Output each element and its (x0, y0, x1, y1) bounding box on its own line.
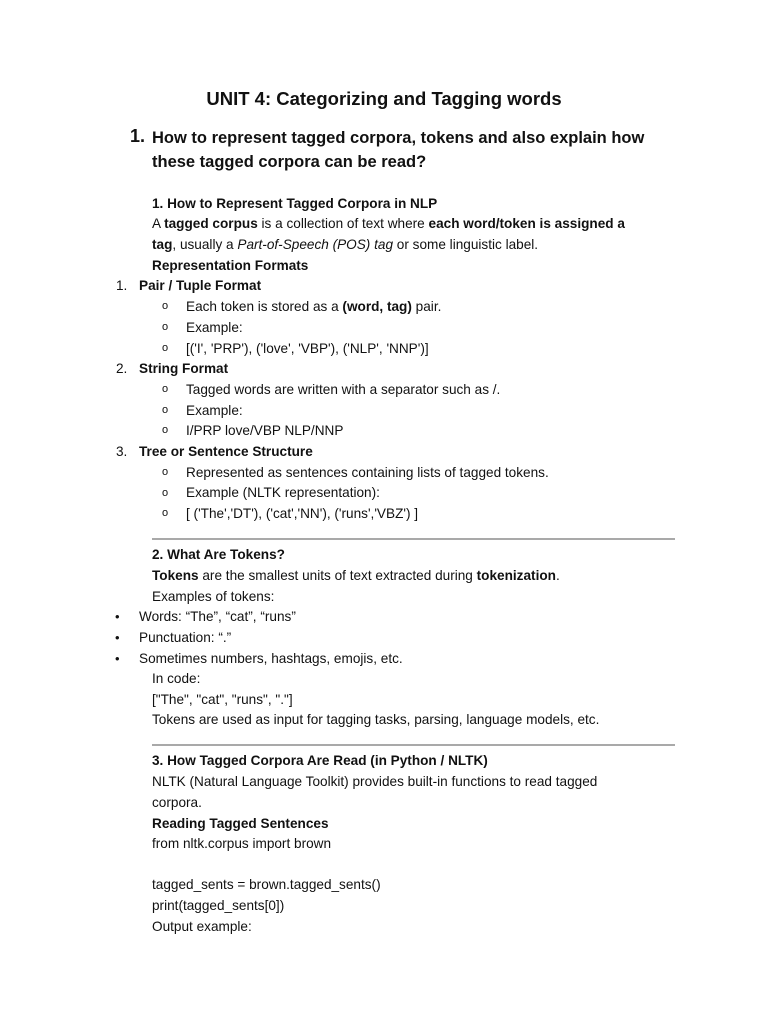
section1-intro-line1 (152, 214, 625, 235)
format-number: 2. (116, 361, 128, 376)
sub-bullet-icon: o (162, 424, 169, 436)
intro-text: is a collection of text where (257, 216, 429, 231)
output-label: Output example: (152, 919, 252, 934)
sub-bullet-icon: o (162, 383, 169, 395)
sub-bullet-icon: o (162, 404, 169, 416)
item-text: Each token is stored as a (186, 299, 343, 314)
format-item: [ ('The','DT'), ('cat','NN'), ('runs','VBZ') ] (186, 506, 419, 521)
sub-bullet-icon: o (162, 342, 169, 354)
format-number: 1. (116, 278, 128, 293)
code-label: In code: (152, 671, 201, 686)
token-example: Words: “The”, “cat”, “runs” (139, 609, 296, 624)
section-divider (152, 744, 675, 746)
format-item: Example: (186, 403, 243, 418)
item-bold: (word, tag) (342, 299, 412, 314)
intro-text: are the smallest units of text extracted during (198, 568, 477, 583)
question-text (152, 126, 644, 174)
bullet-icon: • (115, 609, 120, 624)
item-text: pair. (411, 299, 442, 314)
reading-heading: Reading Tagged Sentences (152, 816, 329, 831)
format-item: [('I', 'PRP'), ('love', 'VBP'), ('NLP', 'NNP')] (186, 341, 429, 356)
format-item (186, 297, 441, 318)
intro-italic-term: Part-of-Speech (POS) tag (237, 237, 394, 252)
intro-bold-term: tagged corpus (164, 216, 258, 231)
question-number: 1. (130, 126, 146, 146)
format-item: Example (NLTK representation): (186, 485, 380, 500)
formats-heading: Representation Formats (152, 258, 309, 273)
section2-intro (152, 566, 560, 587)
code-example: ["The", "cat", "runs", "."] (152, 692, 293, 707)
section-divider (152, 538, 675, 540)
intro-bold-tag: tag (152, 237, 173, 252)
intro-text: , usually a (172, 237, 238, 252)
intro-bold-term: tokenization (476, 568, 556, 583)
intro-text: or some linguistic label. (393, 237, 539, 252)
sub-bullet-icon: o (162, 300, 169, 312)
code-import: from nltk.corpus import brown (152, 836, 332, 851)
intro-bold-term: Tokens (152, 568, 199, 583)
format-title: String Format (139, 361, 229, 376)
intro-bold-phrase: each word/token is assigned a (428, 216, 625, 231)
bullet-icon: • (115, 651, 120, 666)
token-example: Sometimes numbers, hashtags, emojis, etc. (139, 651, 403, 666)
format-title: Pair / Tuple Format (139, 278, 262, 293)
format-item: Represented as sentences containing lists of tagged tokens. (186, 465, 549, 480)
format-item: Tagged words are written with a separator such as /. (186, 382, 501, 397)
format-item: Example: (186, 320, 243, 335)
intro-text: A (152, 216, 165, 231)
examples-label: Examples of tokens: (152, 589, 275, 604)
section2-heading: 2. What Are Tokens? (152, 547, 285, 562)
token-example: Punctuation: “.” (139, 630, 232, 645)
question-line-1: How to represent tagged corpora, tokens and also explain how (152, 129, 645, 147)
sub-bullet-icon: o (162, 507, 169, 519)
code-assign: tagged_sents = brown.tagged_sents() (152, 877, 381, 892)
section3-heading: 3. How Tagged Corpora Are Read (in Python / NLTK) (152, 753, 488, 768)
section1-intro-line2 (152, 235, 538, 256)
bullet-icon: • (115, 630, 120, 645)
question-line-2: these tagged corpora can be read? (152, 153, 427, 171)
sub-bullet-icon: o (162, 487, 169, 499)
section3-intro-line2: corpora. (152, 795, 202, 810)
sub-bullet-icon: o (162, 466, 169, 478)
format-title: Tree or Sentence Structure (139, 444, 313, 459)
tokens-usage: Tokens are used as input for tagging tasks, parsing, language models, etc. (152, 712, 600, 727)
code-print: print(tagged_sents[0]) (152, 898, 285, 913)
intro-text: . (555, 568, 560, 583)
section1-heading: 1. How to Represent Tagged Corpora in NLP (152, 196, 438, 211)
page-title: UNIT 4: Categorizing and Tagging words (206, 88, 562, 109)
format-item: I/PRP love/VBP NLP/NNP (186, 423, 344, 438)
sub-bullet-icon: o (162, 321, 169, 333)
format-number: 3. (116, 444, 128, 459)
section3-intro-line1: NLTK (Natural Language Toolkit) provides built-in functions to read tagged (152, 774, 598, 789)
